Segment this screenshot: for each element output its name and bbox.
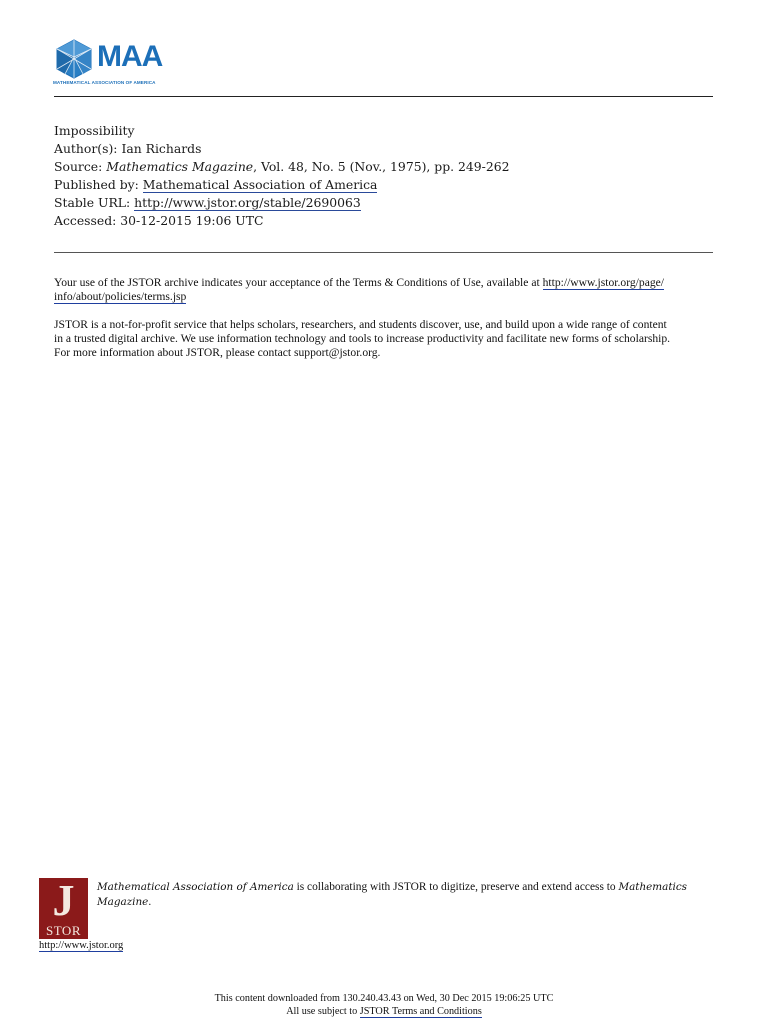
download-line1: This content downloaded from 130.240.43.43 on Wed, 30 Dec 2015 19:06:25 UTC: [214, 993, 554, 1004]
source-details: , Vol. 48, No. 5 (Nov., 1975), pp. 249-262: [253, 159, 510, 174]
download-line2: [0, 1006, 768, 1019]
jstor-logo-word: STOR: [46, 923, 81, 938]
accessed-value: 30-12-2015 19:06 UTC: [120, 213, 264, 228]
maa-tagline: MATHEMATICAL ASSOCIATION OF AMERICA: [53, 80, 156, 85]
article-metadata: [54, 122, 510, 230]
source-line: [54, 158, 510, 176]
stable-url-label: Stable URL:: [54, 195, 131, 210]
author-label: Author(s):: [54, 141, 118, 156]
terms-text: Your use of the JSTOR archive indicates your acceptance of the Terms & Conditions of Use, available at: [54, 276, 543, 289]
download-line2-prefix: All use subject to: [286, 1005, 360, 1017]
jstor-url-link[interactable]: http://www.jstor.org: [39, 940, 124, 951]
middle-divider: [54, 252, 713, 253]
collab-org: Mathematical Association of America: [97, 881, 294, 893]
source-journal: Mathematics Magazine: [106, 159, 254, 174]
collab-end: .: [148, 895, 152, 908]
jstor-logo[interactable]: [39, 878, 88, 939]
source-label: Source:: [54, 159, 103, 174]
stable-url-link[interactable]: http://www.jstor.org/stable/2690063: [134, 195, 361, 210]
jstor-description-line1: JSTOR is a not-for-profit service that helps scholars, researchers, and students discover, use, and build upon a wide range of content: [54, 318, 667, 331]
jstor-description: [54, 318, 714, 359]
accessed-line: [54, 212, 510, 230]
publisher-label: Published by:: [54, 177, 139, 192]
article-title: Impossibility: [54, 123, 135, 138]
accessed-label: Accessed:: [54, 213, 117, 228]
collab-journal-1: Mathematics: [618, 881, 687, 893]
jstor-description-line3: For more information about JSTOR, please contact support@jstor.org.: [54, 345, 381, 359]
terms-link-part1[interactable]: http://www.jstor.org/page/: [542, 276, 664, 289]
top-divider: [54, 96, 713, 97]
maa-logo: [53, 38, 173, 88]
polyhedron-icon: [53, 38, 95, 80]
maa-wordmark: MAA: [97, 40, 163, 73]
download-notice: [0, 993, 768, 1018]
author-line: [54, 140, 510, 158]
jstor-terms-link[interactable]: JSTOR Terms and Conditions: [359, 1005, 482, 1017]
collab-journal-2: Magazine: [97, 895, 149, 908]
jstor-description-line2: in a trusted digital archive. We use information technology and tools to increase productivity and facilitate new forms of scholarship.: [54, 331, 671, 345]
stable-url-line: [54, 194, 510, 212]
jstor-logo-letter: J: [52, 876, 75, 925]
collaboration-statement: [97, 880, 717, 909]
publisher-line: [54, 176, 510, 194]
author-value: Ian Richards: [121, 141, 202, 156]
terms-link-part2[interactable]: info/about/policies/terms.jsp: [54, 289, 187, 303]
publisher-link[interactable]: Mathematical Association of America: [142, 177, 378, 192]
collab-text: is collaborating with JSTOR to digitize, preserve and extend access to: [293, 881, 619, 893]
terms-notice: [54, 276, 714, 304]
